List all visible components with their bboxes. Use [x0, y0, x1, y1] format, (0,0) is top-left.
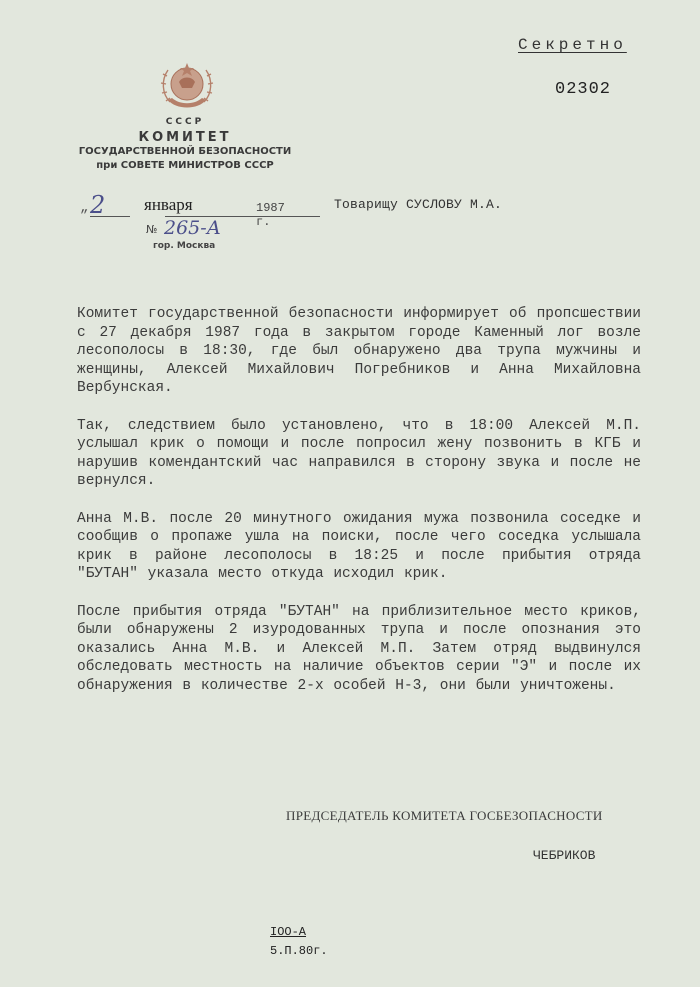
- letter-body: [77, 305, 641, 714]
- footer-date: 5.П.80г.: [270, 944, 328, 958]
- header-committee: КОМИТЕТ: [138, 130, 232, 145]
- signature-name: ЧЕБРИКОВ: [533, 848, 596, 863]
- date-year: 1987 г.: [256, 201, 285, 229]
- header-line-1: ГОСУДАРСТВЕННОЙ БЕЗОПАСНОСТИ: [78, 146, 292, 157]
- city: гор. Москва: [153, 241, 216, 251]
- footer-copy-code: IOO-А: [270, 925, 307, 939]
- registration-number: [146, 217, 296, 240]
- number-sign: №: [146, 223, 158, 236]
- classification-mark: Секретно: [518, 36, 627, 54]
- addressee: Товарищу СУСЛОВУ М.А.: [334, 197, 503, 212]
- document-number: 02302: [555, 80, 612, 99]
- registration-number-value: 265-А: [164, 217, 222, 239]
- paragraph: После прибытия отряда "БУТАН" на приблизительное место криков, были обнаружены 2 изуродованных трупа и после опознания это оказались Анна М.В. и Алексей М.П. Затем отряд выдвинулся обследовать местность на наличие объектов серии "Э" и после их обнаружения в количестве 2-х особей Н-3, они были уничтожены.: [77, 603, 641, 694]
- date-day: 2: [90, 191, 106, 219]
- header-ussr: СССР: [165, 117, 205, 127]
- date-month: января: [144, 195, 193, 214]
- ussr-emblem-icon: [158, 54, 216, 114]
- paragraph: Так, следствием было установлено, что в 18:00 Алексей М.П. услышал крик о помощи и после попросил жену позвонить в КГБ и нарушив комендантский час направился в сторону звука и после не вернулся.: [77, 417, 641, 489]
- agency-header: [70, 117, 300, 173]
- paragraph: Комитет государственной безопасности информирует об пропсшествии с 27 декабря 1987 года в закрытом городе Каменный лог возле лесополосы в 18:30, где был обнаружено два трупа мужчины и женщины, Алексей Михайлович Погребников и Анна Михайловна Вербунская.: [77, 306, 641, 396]
- date-field: „ 2 января 1987 г.: [80, 197, 300, 221]
- signature-title: ПРЕДСЕДАТЕЛЬ КОМИТЕТА ГОСБЕЗОПАСНОСТИ: [286, 808, 603, 823]
- header-line-2: при СОВЕТЕ МИНИСТРОВ СССР: [96, 160, 274, 171]
- paragraph: Анна М.В. после 20 минутного ожидания мужа позвонила соседке и сообщив о пропаже ушла на поиски, после чего соседка услышала крик в районе лесополосы в 18:25 и после прибытия отряда "БУТАН" указала место откуда исходил крик.: [77, 510, 641, 582]
